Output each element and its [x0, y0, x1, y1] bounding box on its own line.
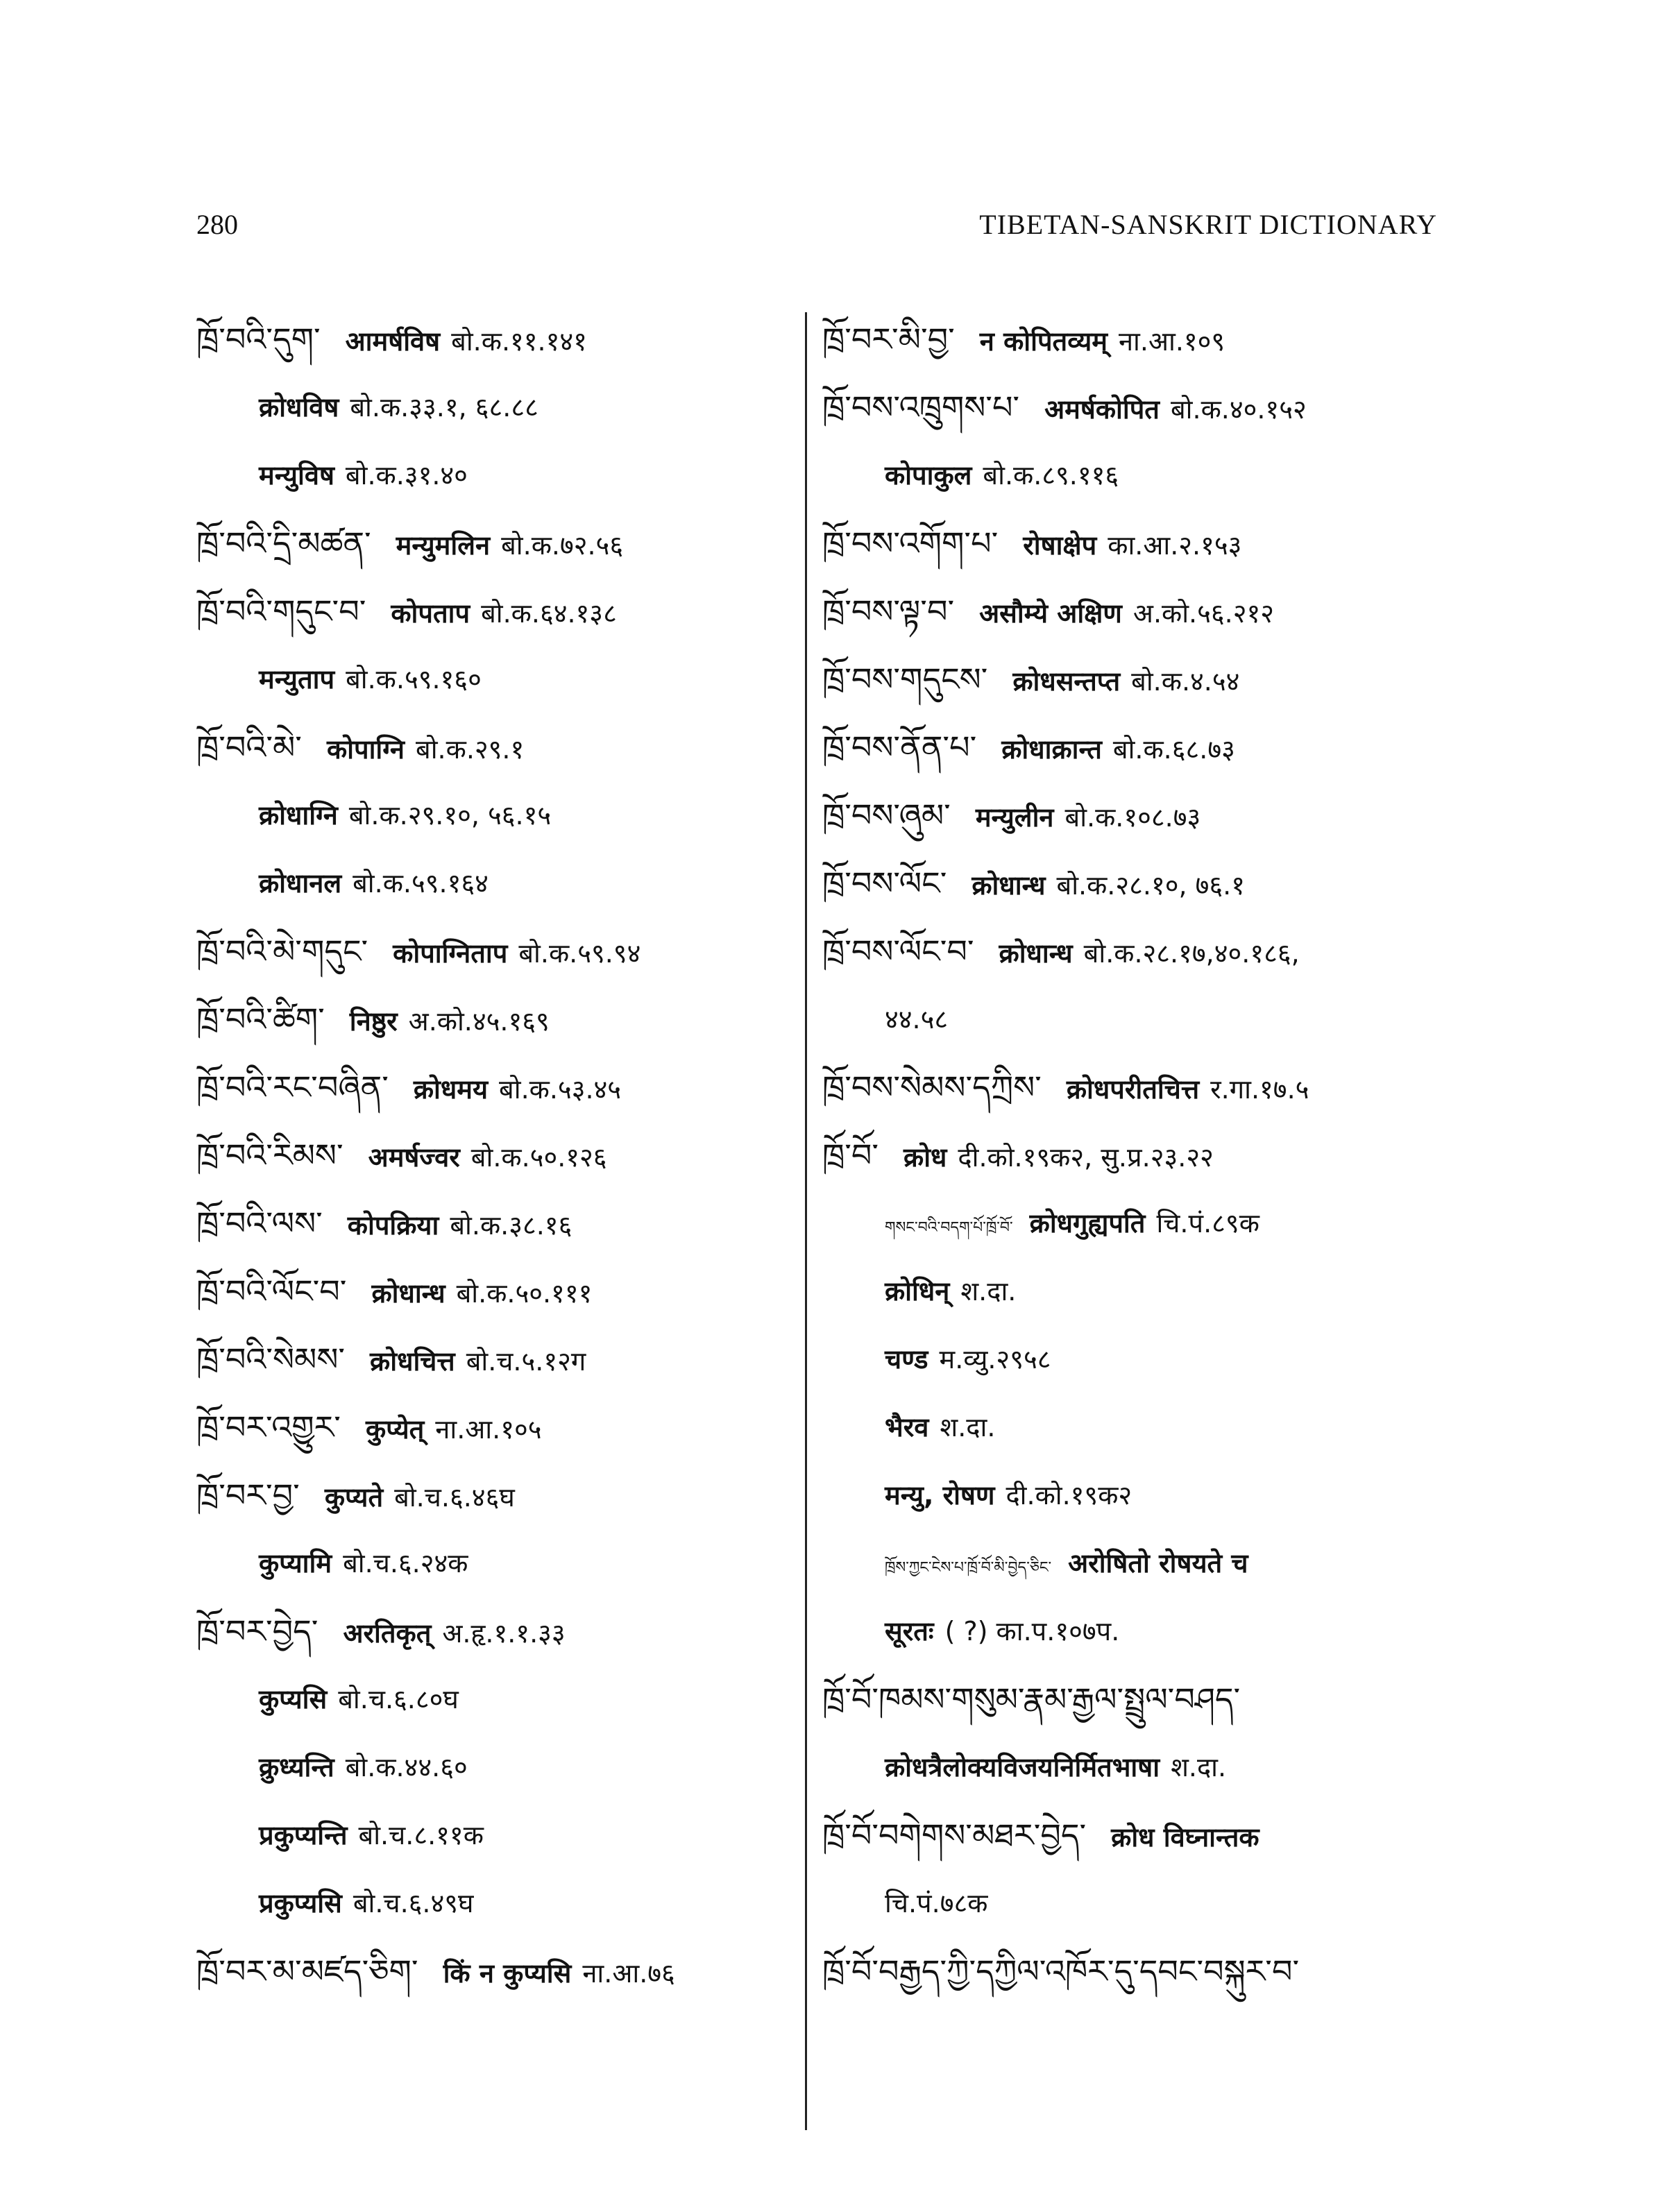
right-column: [822, 305, 1433, 2005]
sanskrit-equivalent: प्रकुप्यन्ति: [259, 1820, 348, 1851]
source-reference: ना.आ.१०५: [435, 1414, 542, 1445]
source-reference: बो.क.५९.१६०: [346, 664, 482, 695]
sanskrit-equivalent: क्रोधमय: [413, 1074, 489, 1105]
dictionary-subentry: [822, 1733, 1433, 1801]
dictionary-entry: [196, 1189, 807, 1257]
source-reference: बो.क.५०.१११: [456, 1278, 593, 1309]
tibetan-term: ཁྲོ་བས་སེམས་དཀྲིས་: [822, 1069, 1042, 1106]
dictionary-entry: [196, 1053, 807, 1121]
source-reference: बो.क.६८.७३: [1112, 734, 1235, 765]
sanskrit-equivalent: कुप्यते: [324, 1482, 384, 1513]
source-reference: बो.क.७२.५६: [501, 530, 624, 561]
tibetan-term: ཁྲོ་བའི་དུག་: [196, 321, 321, 358]
sanskrit-equivalent: कुप्यामि: [259, 1548, 332, 1579]
sanskrit-equivalent: क्रोधानल: [259, 868, 342, 899]
source-reference: बो.क.२८.१०, ७६.१: [1056, 870, 1246, 901]
source-reference: बो.क.३१.४०: [345, 460, 468, 491]
dictionary-entry: [196, 1461, 807, 1529]
source-reference: बो.क.३३.१, ६८.८८: [350, 392, 538, 423]
source-reference: ना.आ.१०९: [1118, 326, 1225, 357]
sanskrit-equivalent: क्रोधचित्त: [370, 1346, 455, 1377]
dictionary-entry: [196, 1393, 807, 1461]
source-reference: बो.च.५.१२ग: [466, 1346, 586, 1377]
tibetan-term: གསང་བའི་བདག་པོ་ཁྲོ་བོ་: [885, 1219, 1013, 1236]
dictionary-subentry: [196, 1869, 807, 1937]
dictionary-entry: [196, 1257, 807, 1325]
tibetan-term: ཁྲོ་བའི་མེ་གདུང་: [196, 933, 368, 970]
source-reference: बो.क.१०८.७३: [1064, 802, 1201, 833]
source-reference: बो.क.५९.९४: [518, 938, 641, 969]
sanskrit-equivalent: चण्ड: [885, 1344, 928, 1375]
source-reference: बो.च.६.८०घ: [338, 1684, 459, 1715]
source-reference: बो.क.५९.१६४: [353, 868, 489, 899]
dictionary-entry: [822, 373, 1433, 441]
tibetan-term: ཁྲོ་བས་ནོན་པ་: [822, 729, 977, 766]
tibetan-term: ཁྲོ་བོ་: [822, 1137, 879, 1174]
dictionary-entry: [196, 1937, 807, 2005]
sanskrit-equivalent: असौम्ये अक्षिण: [979, 598, 1122, 629]
source-reference: ४४.५८: [885, 1004, 949, 1035]
dictionary-entry: [196, 305, 807, 373]
source-reference: ना.आ.७६: [582, 1958, 675, 1989]
tibetan-term: ཁྲོ་བས་འཁྲུགས་པ་: [822, 389, 1020, 426]
sanskrit-equivalent: क्रोधान्ध: [971, 870, 1046, 901]
tibetan-term: ཁྲོ་བས་ཞུམ་: [822, 797, 951, 834]
source-reference: दी.को.१९क२, सु.प्र.२३.२२: [958, 1142, 1214, 1173]
tibetan-term: ཁྲོ་བས་ལྟ་བ་: [822, 593, 955, 630]
sanskrit-equivalent: प्रकुप्यसि: [259, 1888, 342, 1919]
sanskrit-equivalent: क्रोधगुह्यपति: [1029, 1208, 1146, 1239]
dictionary-subentry: [196, 373, 807, 441]
sanskrit-equivalent: क्रोध: [903, 1142, 947, 1173]
dictionary-entry: [822, 1053, 1433, 1121]
dictionary-entry: [822, 305, 1433, 373]
sanskrit-equivalent: क्रोधाक्रान्त: [1001, 734, 1102, 765]
tibetan-term: ཁྲོ་བས་གདུངས་: [822, 661, 988, 698]
source-reference: म.व्यु.२९५८: [939, 1344, 1051, 1375]
tibetan-term: ཁྲོས་ཀྱང་ངེས་པ་ཁྲོ་བོ་མི་བྱེད་ཅིང་: [885, 1559, 1052, 1576]
sanskrit-equivalent: क्रोधाग्नि: [259, 800, 338, 831]
sanskrit-equivalent: अरोषितो रोषयते च: [1068, 1548, 1248, 1579]
dictionary-subentry: [822, 1529, 1433, 1597]
dictionary-entry: [822, 917, 1433, 985]
dictionary-subentry: [822, 1189, 1433, 1257]
dictionary-entry: [822, 1801, 1433, 1869]
tibetan-term: ཁྲོ་བས་ལོང་བ་: [822, 933, 974, 970]
tibetan-term: ཁྲོ་བོ་ཁམས་གསུམ་རྣམ་རྒྱལ་སྤྲུལ་བཤད་: [822, 1681, 1241, 1718]
sanskrit-equivalent: भैरव: [885, 1412, 929, 1443]
sanskrit-equivalent: कोपक्रिया: [347, 1210, 439, 1241]
sanskrit-equivalent: क्रोधविष: [259, 392, 339, 423]
dictionary-entry: [822, 645, 1433, 713]
dictionary-subentry: [822, 1393, 1433, 1461]
source-reference: बो.च.६.२४क: [343, 1548, 468, 1579]
dictionary-subentry: [822, 1325, 1433, 1393]
dictionary-entry: [822, 849, 1433, 917]
source-reference: चि.पं.८९क: [1156, 1208, 1259, 1239]
source-reference: श.दा.: [960, 1276, 1017, 1307]
tibetan-term: ཁྲོ་བོ་བརྒྱད་ཀྱི་དཀྱིལ་འཁོར་དུ་དབང་བསྐུར་བ་: [822, 1952, 1300, 1990]
sanskrit-equivalent: कोपाग्निताप: [393, 938, 508, 969]
dictionary-subentry: [822, 1461, 1433, 1529]
sanskrit-equivalent: मन्युताप: [259, 664, 335, 695]
sanskrit-equivalent: मन्युमलिन: [396, 530, 491, 561]
sanskrit-equivalent: कुप्यसि: [259, 1684, 328, 1715]
column-divider: [805, 312, 807, 2130]
dictionary-entry: [196, 577, 807, 645]
sanskrit-equivalent: क्रोध विघ्नान्तक: [1111, 1822, 1259, 1853]
dictionary-entry: [822, 713, 1433, 781]
dictionary-entry: [822, 577, 1433, 645]
dictionary-entry: [196, 917, 807, 985]
dictionary-subentry: [822, 1257, 1433, 1325]
source-reference: बो.च.६.४९घ: [353, 1888, 474, 1919]
source-reference: दी.को.१९क२: [1006, 1480, 1132, 1511]
tibetan-term: ཁྲོ་བར་མ་མཛད་ཅིག་: [196, 1952, 418, 1990]
source-reference: ( ?) का.प.१०७प.: [944, 1616, 1120, 1647]
dictionary-subentry: [196, 1665, 807, 1733]
dictionary-subentry: [196, 781, 807, 849]
source-reference: बो.क.६४.१३८: [481, 598, 617, 629]
sanskrit-equivalent: न कोपितव्यम्: [979, 326, 1108, 357]
dictionary-subentry: [196, 1733, 807, 1801]
source-reference: बो.क.४.५४: [1131, 666, 1240, 697]
dictionary-entry: [196, 509, 807, 577]
source-reference: श.दा.: [940, 1412, 996, 1443]
sanskrit-equivalent: कुप्येत्: [365, 1414, 425, 1445]
tibetan-term: ཁྲོ་བའི་དྲི་མཚན་: [196, 525, 371, 562]
sanskrit-equivalent: मन्युलीन: [975, 802, 1054, 833]
dictionary-entry: [822, 781, 1433, 849]
sanskrit-equivalent: क्रोधान्ध: [999, 938, 1073, 969]
source-reference: श.दा.: [1171, 1752, 1227, 1783]
dictionary-subentry: [196, 645, 807, 713]
dictionary-subentry: [822, 1869, 1433, 1937]
dictionary-entry: [196, 1325, 807, 1393]
dictionary-subentry: [196, 441, 807, 509]
sanskrit-equivalent: अमर्षज्वर: [368, 1142, 460, 1173]
running-head: TIBETAN-SANSKRIT DICTIONARY: [979, 209, 1437, 240]
dictionary-entry: [196, 713, 807, 781]
source-reference: अ.हृ.१.१.३३: [442, 1618, 566, 1649]
sanskrit-equivalent: सूरतः: [885, 1616, 934, 1647]
dictionary-entry: [196, 985, 807, 1053]
sanskrit-equivalent: आमर्षविष: [345, 326, 441, 357]
tibetan-term: ཁྲོ་བས་ལོང་: [822, 865, 947, 902]
tibetan-term: ཁྲོ་བའི་ལས་: [196, 1205, 323, 1242]
source-reference: बो.क.२८.१७,४०.१८६,: [1083, 938, 1300, 969]
dictionary-entry: [822, 1937, 1433, 2005]
sanskrit-equivalent: कोपताप: [391, 598, 470, 629]
tibetan-term: ཁྲོ་བར་མི་བྱ་: [822, 321, 955, 358]
sanskrit-equivalent: क्रोधत्रैलोक्यविजयनिर्मितभाषा: [885, 1752, 1160, 1783]
sanskrit-equivalent: क्रोधिन्: [885, 1276, 950, 1307]
sanskrit-equivalent: किं न कुप्यसि: [443, 1958, 572, 1989]
tibetan-term: ཁྲོ་བར་འགྱུར་: [196, 1409, 341, 1446]
sanskrit-equivalent: क्रोधान्ध: [371, 1278, 446, 1309]
sanskrit-equivalent: कोपाकुल: [885, 460, 972, 491]
tibetan-term: ཁྲོ་བའི་རང་བཞིན་: [196, 1069, 389, 1106]
source-reference: बो.क.५०.१२६: [470, 1142, 607, 1173]
source-reference: बो.क.३८.१६: [450, 1210, 572, 1241]
dictionary-subentry: [196, 849, 807, 917]
dictionary-subentry: [822, 985, 1433, 1053]
source-reference: बो.क.४०.१५२: [1170, 394, 1307, 425]
left-column: [196, 305, 807, 2005]
sanskrit-equivalent: मन्युविष: [259, 460, 334, 491]
sanskrit-equivalent: कोपाग्नि: [326, 734, 405, 765]
sanskrit-equivalent: निष्ठुर: [349, 1006, 398, 1037]
page-number: 280: [196, 209, 238, 240]
source-reference: चि.पं.७८क: [885, 1888, 988, 1919]
tibetan-term: ཁྲོ་བས་འགོག་པ་: [822, 525, 999, 562]
source-reference: बो.क.८९.११६: [983, 460, 1119, 491]
source-reference: बो.च.८.११क: [358, 1820, 484, 1851]
source-reference: र.गा.१७.५: [1210, 1074, 1309, 1105]
source-reference: अ.को.४५.१६९: [408, 1006, 550, 1037]
source-reference: बो.च.६.४६घ: [394, 1482, 515, 1513]
tibetan-term: ཁྲོ་བའི་གདུང་བ་: [196, 593, 366, 630]
sanskrit-equivalent: अमर्षकोपित: [1044, 394, 1160, 425]
dictionary-entry: [822, 1665, 1433, 1733]
tibetan-term: ཁྲོ་བའི་སེམས་: [196, 1341, 346, 1378]
dictionary-entry: [822, 1121, 1433, 1189]
source-reference: बो.क.५३.४५: [499, 1074, 622, 1105]
source-reference: अ.को.५६.२१२: [1132, 598, 1275, 629]
sanskrit-equivalent: क्रोधसन्तप्त: [1012, 666, 1121, 697]
source-reference: बो.क.११.१४१: [451, 326, 587, 357]
dictionary-subentry: [196, 1801, 807, 1869]
sanskrit-equivalent: क्रोधपरीतचित्त: [1066, 1074, 1200, 1105]
dictionary-subentry: [822, 1597, 1433, 1665]
tibetan-term: ཁྲོ་བར་བྱེད་: [196, 1613, 319, 1650]
tibetan-term: ཁྲོ་བའི་རིམས་: [196, 1137, 343, 1174]
tibetan-term: ཁྲོ་བའི་ལོང་བ་: [196, 1273, 347, 1310]
dictionary-subentry: [822, 441, 1433, 509]
source-reference: बो.क.२९.१०, ५६.१५: [348, 800, 552, 831]
source-reference: का.आ.२.१५३: [1108, 530, 1242, 561]
dictionary-entry: [196, 1121, 807, 1189]
source-reference: बो.क.२९.१: [416, 734, 525, 765]
tibetan-term: ཁྲོ་བོ་བགེགས་མཐར་བྱེད་: [822, 1817, 1087, 1854]
sanskrit-equivalent: अरतिकृत्: [343, 1618, 432, 1649]
source-reference: बो.क.४४.६०: [345, 1752, 468, 1783]
sanskrit-equivalent: क्रुध्यन्ति: [259, 1752, 334, 1783]
sanskrit-equivalent: मन्यु, रोषण: [885, 1480, 995, 1511]
sanskrit-equivalent: रोषाक्षेप: [1023, 530, 1097, 561]
dictionary-entry: [822, 509, 1433, 577]
tibetan-term: ཁྲོ་བའི་ཚིག་: [196, 1001, 325, 1038]
dictionary-entry: [196, 1597, 807, 1665]
tibetan-term: ཁྲོ་བའི་མེ་: [196, 729, 302, 766]
dictionary-subentry: [196, 1529, 807, 1597]
tibetan-term: ཁྲོ་བར་བྱ་: [196, 1477, 300, 1514]
